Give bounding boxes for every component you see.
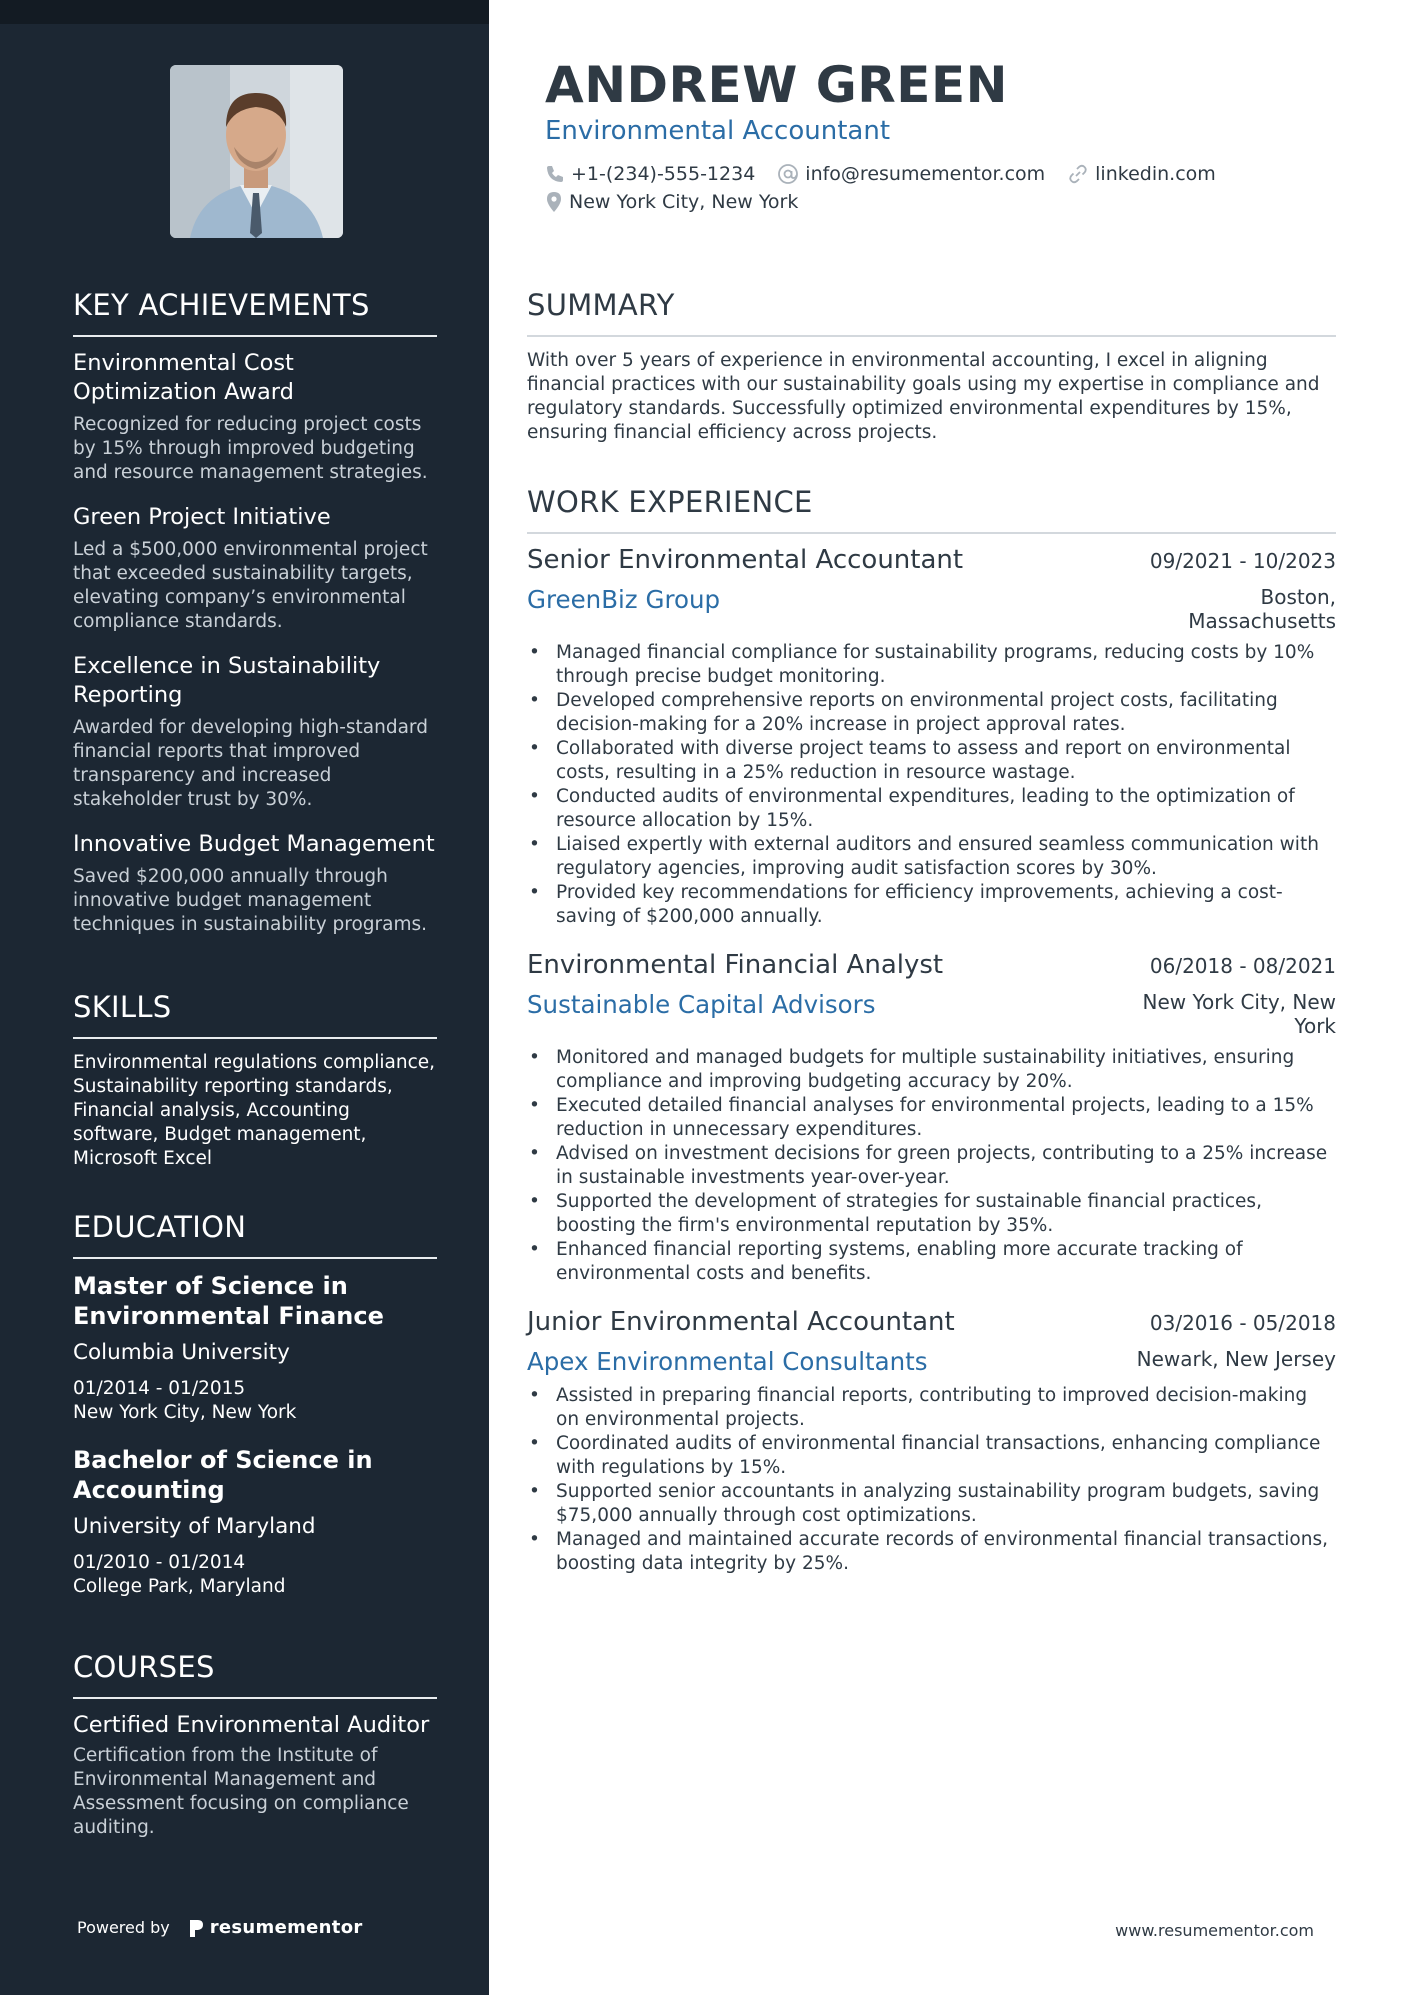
education-school: Columbia University (73, 1340, 290, 1365)
candidate-name: ANDREW GREEN (545, 56, 1008, 114)
location-pin-icon (545, 191, 563, 213)
education-meta (73, 1551, 437, 1599)
education-degree: Master of Science in Environmental Finance (73, 1272, 384, 1330)
job-company: Sustainable Capital Advisors (527, 990, 876, 1019)
education-location: College Park, Maryland (73, 1576, 286, 1597)
experience-heading: WORK EXPERIENCE (527, 485, 1336, 534)
experience-section (527, 485, 1336, 546)
job-bullet: • Provided key recommendations for efficiency improvements, achieving a cost-saving of $200,000 annually. (527, 881, 1336, 929)
achievement-item (73, 830, 437, 937)
job-header (527, 950, 1336, 980)
job-bullet: • Supported senior accountants in analyzing sustainability program budgets, saving $75,000 annually through cost optimizations. (527, 1480, 1336, 1528)
contact-linkedin[interactable] (1067, 163, 1216, 185)
job-title: Environmental Financial Analyst (527, 950, 944, 980)
achievement-title: Environmental Cost Optimization Award (73, 350, 294, 405)
job-bullet: • Enhanced financial reporting systems, enabling more accurate tracking of environmental costs and benefits. (527, 1238, 1336, 1286)
job-bullet: • Advised on investment decisions for green projects, contributing to a 25% increase in sustainable investments year-over-year. (527, 1142, 1336, 1190)
job-header (527, 1307, 1336, 1337)
candidate-title: Environmental Accountant (545, 116, 891, 146)
job-bullets (527, 1384, 1336, 1576)
resumementor-logo-icon (188, 1918, 204, 1938)
achievement-desc: Led a $500,000 environmental project that exceeded sustainability targets, elevating company’s environmental compliance standards. (73, 539, 428, 632)
summary-heading: SUMMARY (527, 288, 1336, 337)
job-title: Senior Environmental Accountant (527, 545, 964, 575)
job-bullet: • Collaborated with diverse project teams to assess and report on environmental costs, resulting in a 25% reduction in resource wastage. (527, 737, 1336, 785)
job-location: Boston, Massachusetts (1188, 585, 1336, 633)
contact-phone[interactable] (545, 163, 755, 185)
achievement-title: Excellence in Sustainability Reporting (73, 653, 381, 708)
course-title: Certified Environmental Auditor (73, 1712, 430, 1738)
job-location: Newark, New Jersey (1136, 1347, 1336, 1371)
contact-location (545, 191, 798, 213)
job-company: GreenBiz Group (527, 585, 721, 614)
brand-name: resumementor (209, 1917, 363, 1938)
job-location: New York City, New York (1142, 990, 1336, 1038)
email-text: info@resumementor.com (805, 163, 1046, 185)
education-dates: 01/2010 - 01/2014 (73, 1552, 246, 1573)
brand-logo[interactable] (188, 1917, 363, 1938)
job-header (527, 545, 1336, 575)
achievements-heading: KEY ACHIEVEMENTS (73, 288, 437, 337)
achievement-desc: Recognized for reducing project costs by 15% through improved budgeting and resource management strategies. (73, 414, 428, 483)
courses-heading: COURSES (73, 1650, 437, 1699)
achievement-item (73, 349, 437, 485)
linkedin-text: linkedin.com (1095, 163, 1216, 185)
education-item (73, 1271, 437, 1425)
job-dates: 03/2016 - 05/2018 (1149, 1311, 1336, 1335)
job-subheader (527, 990, 1336, 1038)
education-heading: EDUCATION (73, 1210, 437, 1259)
education-meta (73, 1377, 437, 1425)
courses-section (73, 1650, 437, 1840)
skills-heading: SKILLS (73, 990, 437, 1039)
job-bullet: • Executed detailed financial analyses for environmental projects, leading to a 15% reduction in unnecessary expenditures. (527, 1094, 1336, 1142)
job-bullet: • Supported the development of strategies for sustainable financial practices, boosting the firm's environmental reputation by 35%. (527, 1190, 1336, 1238)
job-bullet: • Liaised expertly with external auditors and ensured seamless communication with regulatory agencies, improving audit satisfaction scores by 30%. (527, 833, 1336, 881)
powered-by (77, 1917, 363, 1938)
education-degree: Bachelor of Science in Accounting (73, 1446, 373, 1504)
job-bullet: • Conducted audits of environmental expenditures, leading to the optimization of resource allocation by 15%. (527, 785, 1336, 833)
education-section (73, 1210, 437, 1619)
achievement-desc: Saved $200,000 annually through innovative budget management techniques in sustainability programs. (73, 866, 428, 935)
education-dates: 01/2014 - 01/2015 (73, 1378, 246, 1399)
job-subheader (527, 585, 1336, 633)
contact-row-location (545, 191, 798, 213)
job-bullet: • Developed comprehensive reports on environmental project costs, facilitating decision-making for a 20% increase in project approval rates. (527, 689, 1336, 737)
job-entry (527, 950, 1336, 1286)
job-entry (527, 545, 1336, 929)
course-item (73, 1711, 437, 1840)
achievement-item (73, 503, 437, 634)
job-subheader (527, 1347, 1336, 1376)
profile-photo (170, 65, 343, 238)
education-school: University of Maryland (73, 1514, 316, 1539)
job-dates: 06/2018 - 08/2021 (1149, 954, 1336, 978)
location-text: New York City, New York (569, 191, 799, 213)
job-bullet: • Managed and maintained accurate records of environmental financial transactions, boosting data integrity by 25%. (527, 1528, 1336, 1576)
summary-text: With over 5 years of experience in environmental accounting, I excel in aligning financial practices with our sustainability goals using my expertise in compliance and regulatory standards. Successfully optimized environmental expenditures by 15%, ensuring financial efficiency across projects. (527, 350, 1320, 443)
link-icon (1067, 163, 1089, 185)
job-bullets (527, 1046, 1336, 1286)
education-location: New York City, New York (73, 1402, 297, 1423)
skills-list: Environmental regulations compliance, Sustainability reporting standards, Financial analysis, Accounting software, Budget management, Microsoft Excel (73, 1052, 435, 1169)
footer-website-link[interactable]: www.resumementor.com (1115, 1921, 1314, 1940)
skills-section (73, 990, 437, 1171)
job-bullet: • Assisted in preparing financial reports, contributing to improved decision-making on environmental projects. (527, 1384, 1336, 1432)
job-bullets (527, 641, 1336, 929)
course-desc: Certification from the Institute of Environmental Management and Assessment focusing on compliance auditing. (73, 1745, 409, 1838)
job-bullet: • Monitored and managed budgets for multiple sustainability initiatives, ensuring compliance and improving budgeting accuracy by 20%. (527, 1046, 1336, 1094)
achievement-title: Green Project Initiative (73, 504, 331, 530)
at-icon (777, 163, 799, 185)
job-title: Junior Environmental Accountant (527, 1307, 955, 1337)
sidebar (0, 0, 489, 1995)
job-dates: 09/2021 - 10/2023 (1149, 549, 1336, 573)
job-bullet: • Coordinated audits of environmental financial transactions, enhancing compliance with regulations by 15%. (527, 1432, 1336, 1480)
phone-icon (545, 164, 565, 184)
phone-text: +1-(234)-555-1234 (571, 163, 756, 185)
achievement-desc: Awarded for developing high-standard financial reports that improved transparency and increased stakeholder trust by 30%. (73, 717, 428, 810)
achievement-item (73, 652, 437, 812)
contact-email[interactable] (777, 163, 1045, 185)
powered-by-label: Powered by (77, 1918, 170, 1937)
summary-section (527, 288, 1336, 445)
contact-row (545, 163, 1216, 185)
sidebar-top-bar (0, 0, 489, 24)
achievements-section (73, 288, 437, 955)
achievement-title: Innovative Budget Management (73, 831, 435, 857)
job-bullet: • Managed financial compliance for sustainability programs, reducing costs by 10% through precise budget monitoring. (527, 641, 1336, 689)
job-entry (527, 1307, 1336, 1576)
job-company: Apex Environmental Consultants (527, 1347, 928, 1376)
education-item (73, 1445, 437, 1599)
